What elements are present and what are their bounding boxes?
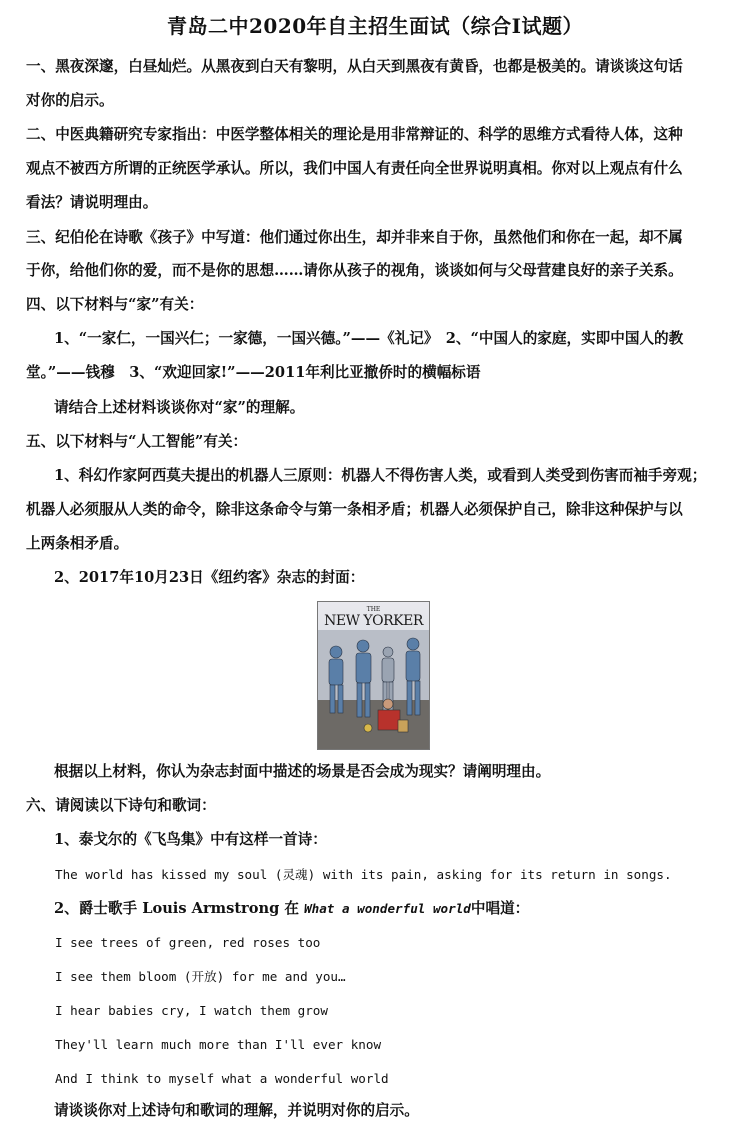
q5-prompt: 根据以上材料，你认为杂志封面中描述的场景是否会成为现实？请阐明理由。 [54,763,551,780]
tagore-poem: The world has kissed my soul (灵魂) with its pain, asking for its return in songs. [55,867,672,882]
q3-line-2: 于你，给他们你的爱，而不是你的思想……请你从孩子的视角，谈谈如何与父母营建良好的亲子关系。 [26,262,683,279]
song-title: What a wonderful world [304,901,471,916]
q1-line-1: 一、黑夜深邃，白昼灿烂。从黑夜到白天有黎明，从白天到黑夜有黄昏，也都是极美的。请谈谈这句话 [26,58,683,75]
q6-material-1: 1、泰戈尔的《飞鸟集》中有这样一首诗： [54,831,327,848]
page-title: 青岛二中2020年自主招生面试（综合Ⅰ试题） [166,14,584,38]
q2-line-3: 看法？请说明理由。 [26,194,158,211]
lyric-line: I hear babies cry, I watch them grow [55,1003,328,1018]
q6-prompt: 请谈谈你对上述诗句和歌词的理解，并说明对你的启示。 [54,1102,419,1119]
cover-illustration [318,630,429,749]
q4-prompt: 请结合上述材料谈谈你对“家”的理解。 [54,399,305,416]
q5-material-1-line-2: 机器人必须服从人类的命令，除非这条命令与第一条相矛盾；机器人必须保护自己，除非这种保护与以 [26,501,683,518]
q6-heading: 六、请阅读以下诗句和歌词： [26,797,216,814]
q1-line-2: 对你的启示。 [26,92,114,109]
q5-material-1-line-3: 上两条相矛盾。 [26,535,129,552]
q6-material-2-suffix: 中唱道： [470,900,530,917]
new-yorker-cover-image [317,601,430,750]
q4-material-line-1: 1、“一家仁，一国兴仁；一家德，一国兴德。”——《礼记》 2、“中国人的家庭，实即中国人的教 [54,330,684,347]
lyric-line: I see them bloom (开放) for me and you… [55,969,346,984]
lyric-line: They'll learn much more than I'll ever know [55,1037,382,1052]
q6-material-2 [54,899,750,919]
cover-masthead: NEW YORKER [324,613,423,629]
q5-material-1-line-1: 1、科幻作家阿西莫夫提出的机器人三原则：机器人不得伤害人类，或看到人类受到伤害而袖手旁观； [54,467,707,484]
cover-masthead-small: THE [366,606,381,613]
q2-line-2: 观点不被西方所谓的正统医学承认。所以，我们中国人有责任向全世界说明真相。你对以上观点有什么 [26,160,683,177]
q4-heading: 四、以下材料与“家”有关： [26,296,204,313]
q5-material-2: 2、2017年10月23日《纽约客》杂志的封面： [54,569,365,586]
q6-material-2-prefix: 2、爵士歌手 Louis Armstrong 在 [54,900,305,917]
q5-heading: 五、以下材料与“人工智能”有关： [26,433,248,450]
q4-material-line-2: 堂。”——钱穆 3、“欢迎回家!”——2011年利比亚撤侨时的横幅标语 [26,364,481,381]
q3-line-1: 三、纪伯伦在诗歌《孩子》中写道：他们通过你出生，却并非来自于你，虽然他们和你在一起，却不属 [26,229,683,246]
lyric-line: And I think to myself what a wonderful world [55,1071,389,1086]
lyric-line: I see trees of green, red roses too [55,935,321,950]
q2-line-1: 二、中医典籍研究专家指出：中医学整体相关的理论是用非常辩证的、科学的思维方式看待人体，这种 [26,126,683,143]
